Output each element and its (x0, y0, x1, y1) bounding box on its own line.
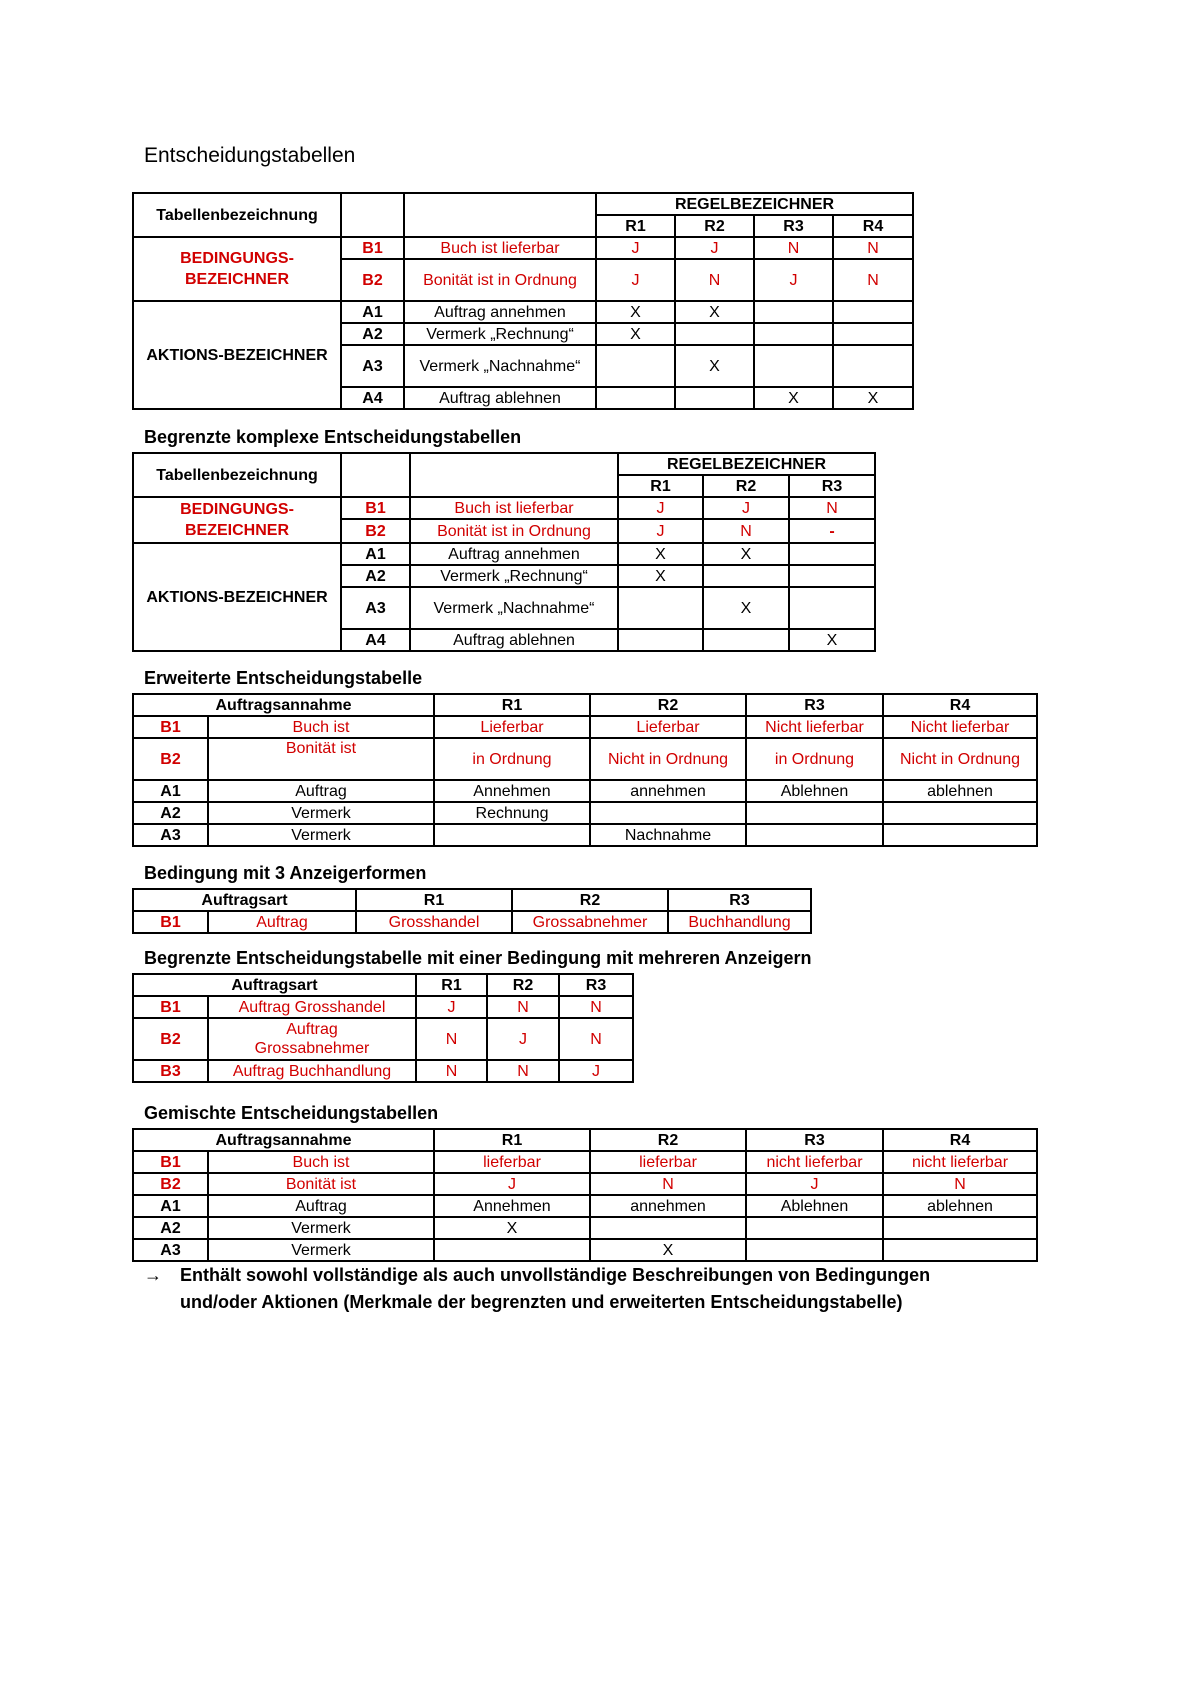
t1-action-group: AKTIONS-BEZEICHNER (133, 301, 341, 409)
t3-row-label: Buch ist (208, 716, 434, 738)
t6-row-label: Vermerk (208, 1239, 434, 1261)
t6-row-id: A2 (133, 1217, 208, 1239)
t2-cell (789, 543, 875, 565)
t1-empty-header2 (404, 193, 596, 237)
t6-cell: annehmen (590, 1195, 746, 1217)
t5-row-id: B2 (133, 1018, 208, 1060)
section-title: Begrenzte Entscheidungstabelle mit einer Bedingung mit mehreren Anzeigern (144, 948, 812, 968)
t1-cell (833, 345, 913, 387)
t1-rule-header: R1 (596, 215, 675, 237)
t5-row-label: Auftrag Buchhandlung (208, 1060, 416, 1082)
t5-cell: N (559, 996, 633, 1018)
t1-condition-group: BEDINGUNGS-BEZEICHNER (133, 237, 341, 301)
t3-cell (883, 824, 1037, 846)
t1-corner: Tabellenbezeichnung (133, 193, 341, 237)
t3-row-label: Vermerk (208, 802, 434, 824)
t5-rule-header: R3 (559, 974, 633, 996)
t2-empty-header2 (410, 453, 618, 497)
t1-cell (596, 387, 675, 409)
t2-cell: X (618, 543, 703, 565)
t2-row-label: Buch ist lieferbar (410, 497, 618, 519)
t3-row-id: B1 (133, 716, 208, 738)
t1-cell: J (675, 237, 754, 259)
t3-cell (746, 802, 883, 824)
t4-row-id: B1 (133, 911, 208, 933)
t2-row-label: Bonität ist in Ordnung (410, 519, 618, 543)
t2-cell: N (703, 519, 789, 543)
note-line (144, 1262, 930, 1289)
table-mixed (132, 1128, 1038, 1262)
t3-corner: Auftragsannahme (133, 694, 434, 716)
t6-cell (590, 1217, 746, 1239)
t4-cell: Grossabnehmer (512, 911, 668, 933)
t2-cell: N (789, 497, 875, 519)
t2-empty-header (341, 453, 410, 497)
t3-rule-header: R1 (434, 694, 590, 716)
t1-cell: J (596, 259, 675, 301)
table-basic-decision (132, 192, 914, 410)
t6-cell: Annehmen (434, 1195, 590, 1217)
t2-rule-header: R1 (618, 475, 703, 497)
t3-cell: Nicht in Ordnung (590, 738, 746, 780)
table-multi-indicator (132, 973, 634, 1083)
t2-row-id: A4 (341, 629, 410, 651)
t2-corner: Tabellenbezeichnung (133, 453, 341, 497)
t4-rule-header: R3 (668, 889, 811, 911)
note-line: und/oder Aktionen (Merkmale der begrenzten und erweiterten Entscheidungstabelle) (180, 1292, 903, 1312)
t2-row-id: A3 (341, 587, 410, 629)
t6-cell: nicht lieferbar (883, 1151, 1037, 1173)
t1-cell (754, 323, 833, 345)
t2-cell (789, 565, 875, 587)
t6-corner: Auftragsannahme (133, 1129, 434, 1151)
t1-rule-header: R3 (754, 215, 833, 237)
t2-row-id: A2 (341, 565, 410, 587)
t2-cell: X (789, 629, 875, 651)
t6-cell: N (590, 1173, 746, 1195)
t3-rule-header: R3 (746, 694, 883, 716)
t3-row-id: B2 (133, 738, 208, 780)
t3-cell: Lieferbar (434, 716, 590, 738)
section-title: Gemischte Entscheidungstabellen (144, 1103, 439, 1123)
t6-cell: nicht lieferbar (746, 1151, 883, 1173)
t5-cell: J (416, 996, 487, 1018)
t1-cell (833, 301, 913, 323)
t5-cell: N (487, 1060, 559, 1082)
table-extended (132, 693, 1038, 847)
t3-cell: in Ordnung (434, 738, 590, 780)
t6-rule-header: R3 (746, 1129, 883, 1151)
t1-row-id: A1 (341, 301, 404, 323)
t4-row-label: Auftrag (208, 911, 356, 933)
t6-cell: J (434, 1173, 590, 1195)
t5-cell: N (559, 1018, 633, 1060)
t1-cell (675, 323, 754, 345)
t2-row-label: Auftrag annehmen (410, 543, 618, 565)
t2-cell (789, 587, 875, 629)
t4-rule-header: R2 (512, 889, 668, 911)
t6-cell: lieferbar (434, 1151, 590, 1173)
t2-row-id: B1 (341, 497, 410, 519)
t5-row-id: B3 (133, 1060, 208, 1082)
t3-cell: Nicht in Ordnung (883, 738, 1037, 780)
t2-cell (618, 587, 703, 629)
t1-row-id: A2 (341, 323, 404, 345)
t3-row-label: Auftrag (208, 780, 434, 802)
t4-cell: Buchhandlung (668, 911, 811, 933)
t1-row-id: B2 (341, 259, 404, 301)
t1-rules-header: REGELBEZEICHNER (596, 193, 913, 215)
t6-row-label: Auftrag (208, 1195, 434, 1217)
t3-cell: Nicht lieferbar (883, 716, 1037, 738)
t4-corner: Auftragsart (133, 889, 356, 911)
t3-cell: Nachnahme (590, 824, 746, 846)
t6-cell (883, 1239, 1037, 1261)
t2-cell (618, 629, 703, 651)
t1-cell: X (596, 323, 675, 345)
t2-row-label: Auftrag ablehnen (410, 629, 618, 651)
t1-cell: N (675, 259, 754, 301)
t1-cell: X (675, 345, 754, 387)
t1-row-label: Auftrag ablehnen (404, 387, 596, 409)
t1-empty-header (341, 193, 404, 237)
t1-row-id: A3 (341, 345, 404, 387)
t6-cell: J (746, 1173, 883, 1195)
t5-cell: N (416, 1060, 487, 1082)
t3-cell: ablehnen (883, 780, 1037, 802)
t2-row-label: Vermerk „Rechnung“ (410, 565, 618, 587)
t2-cell: X (703, 543, 789, 565)
t3-cell (590, 802, 746, 824)
t3-cell: annehmen (590, 780, 746, 802)
t6-cell: N (883, 1173, 1037, 1195)
t5-cell: J (559, 1060, 633, 1082)
t6-row-label: Buch ist (208, 1151, 434, 1173)
t2-cell: J (618, 497, 703, 519)
note-text: Enthält sowohl vollständige als auch unvollständige Beschreibungen von Bedingungen (180, 1265, 931, 1285)
t2-cell: X (618, 565, 703, 587)
t3-row-id: A3 (133, 824, 208, 846)
t1-cell: J (596, 237, 675, 259)
t3-cell: in Ordnung (746, 738, 883, 780)
t1-row-label: Buch ist lieferbar (404, 237, 596, 259)
t3-row-id: A1 (133, 780, 208, 802)
arrow-icon: → (144, 1265, 162, 1285)
t3-rule-header: R4 (883, 694, 1037, 716)
document-title: Entscheidungstabellen (144, 144, 356, 167)
t1-row-label: Vermerk „Nachnahme“ (404, 345, 596, 387)
t2-rules-header: REGELBEZEICHNER (618, 453, 875, 475)
t1-cell (833, 323, 913, 345)
t5-cell: N (487, 996, 559, 1018)
section-title: Erweiterte Entscheidungstabelle (144, 668, 423, 688)
t1-cell (754, 345, 833, 387)
t1-rule-header: R2 (675, 215, 754, 237)
t2-row-label: Vermerk „Nachnahme“ (410, 587, 618, 629)
t5-row-label: Auftrag Grossabnehmer (208, 1018, 416, 1060)
t1-row-label: Auftrag annehmen (404, 301, 596, 323)
t2-cell: J (703, 497, 789, 519)
t2-cell (703, 629, 789, 651)
summary-note (144, 1262, 930, 1316)
t6-cell: Ablehnen (746, 1195, 883, 1217)
t6-cell (746, 1217, 883, 1239)
t2-rule-header: R2 (703, 475, 789, 497)
t6-row-id: A1 (133, 1195, 208, 1217)
t3-cell (883, 802, 1037, 824)
table-limited-complex (132, 452, 876, 652)
t6-rule-header: R2 (590, 1129, 746, 1151)
t3-cell: Ablehnen (746, 780, 883, 802)
t2-cell: - (789, 519, 875, 543)
t1-cell: J (754, 259, 833, 301)
t4-cell: Grosshandel (356, 911, 512, 933)
t2-action-group: AKTIONS-BEZEICHNER (133, 543, 341, 651)
t2-cell: J (618, 519, 703, 543)
t5-rule-header: R1 (416, 974, 487, 996)
t1-cell (596, 345, 675, 387)
t1-rule-header: R4 (833, 215, 913, 237)
t3-row-label: Vermerk (208, 824, 434, 846)
t5-rule-header: R2 (487, 974, 559, 996)
t2-rule-header: R3 (789, 475, 875, 497)
t6-rule-header: R4 (883, 1129, 1037, 1151)
t1-row-label: Vermerk „Rechnung“ (404, 323, 596, 345)
t3-cell: Annehmen (434, 780, 590, 802)
t1-cell: X (675, 301, 754, 323)
t5-cell: N (416, 1018, 487, 1060)
table-three-indicators (132, 888, 812, 934)
t5-cell: J (487, 1018, 559, 1060)
t1-row-id: A4 (341, 387, 404, 409)
t5-row-id: B1 (133, 996, 208, 1018)
t3-row-id: A2 (133, 802, 208, 824)
t1-cell: N (754, 237, 833, 259)
t5-row-label: Auftrag Grosshandel (208, 996, 416, 1018)
t6-row-label: Vermerk (208, 1217, 434, 1239)
t1-cell: X (833, 387, 913, 409)
t6-row-id: A3 (133, 1239, 208, 1261)
t1-row-label: Bonität ist in Ordnung (404, 259, 596, 301)
t6-cell (746, 1239, 883, 1261)
t1-cell: X (754, 387, 833, 409)
section-title: Begrenzte komplexe Entscheidungstabellen (144, 427, 522, 447)
t3-row-label: Bonität ist (208, 738, 434, 780)
t2-cell (703, 565, 789, 587)
t1-cell (675, 387, 754, 409)
t6-cell: X (434, 1217, 590, 1239)
t3-cell (434, 824, 590, 846)
t6-row-label: Bonität ist (208, 1173, 434, 1195)
t4-rule-header: R1 (356, 889, 512, 911)
t6-row-id: B2 (133, 1173, 208, 1195)
t1-cell: N (833, 259, 913, 301)
t3-cell: Lieferbar (590, 716, 746, 738)
t3-cell: Rechnung (434, 802, 590, 824)
t6-cell: lieferbar (590, 1151, 746, 1173)
t6-cell: X (590, 1239, 746, 1261)
t6-row-id: B1 (133, 1151, 208, 1173)
t1-cell: X (596, 301, 675, 323)
section-title: Bedingung mit 3 Anzeigerformen (144, 863, 427, 883)
t1-cell (754, 301, 833, 323)
t1-cell: N (833, 237, 913, 259)
t3-cell: Nicht lieferbar (746, 716, 883, 738)
t2-cell: X (703, 587, 789, 629)
t6-cell (883, 1217, 1037, 1239)
t5-corner: Auftragsart (133, 974, 416, 996)
t1-row-id: B1 (341, 237, 404, 259)
t6-rule-header: R1 (434, 1129, 590, 1151)
t6-cell: ablehnen (883, 1195, 1037, 1217)
t6-cell (434, 1239, 590, 1261)
t2-row-id: B2 (341, 519, 410, 543)
t2-condition-group: BEDINGUNGS-BEZEICHNER (133, 497, 341, 543)
t2-row-id: A1 (341, 543, 410, 565)
t3-rule-header: R2 (590, 694, 746, 716)
t3-cell (746, 824, 883, 846)
